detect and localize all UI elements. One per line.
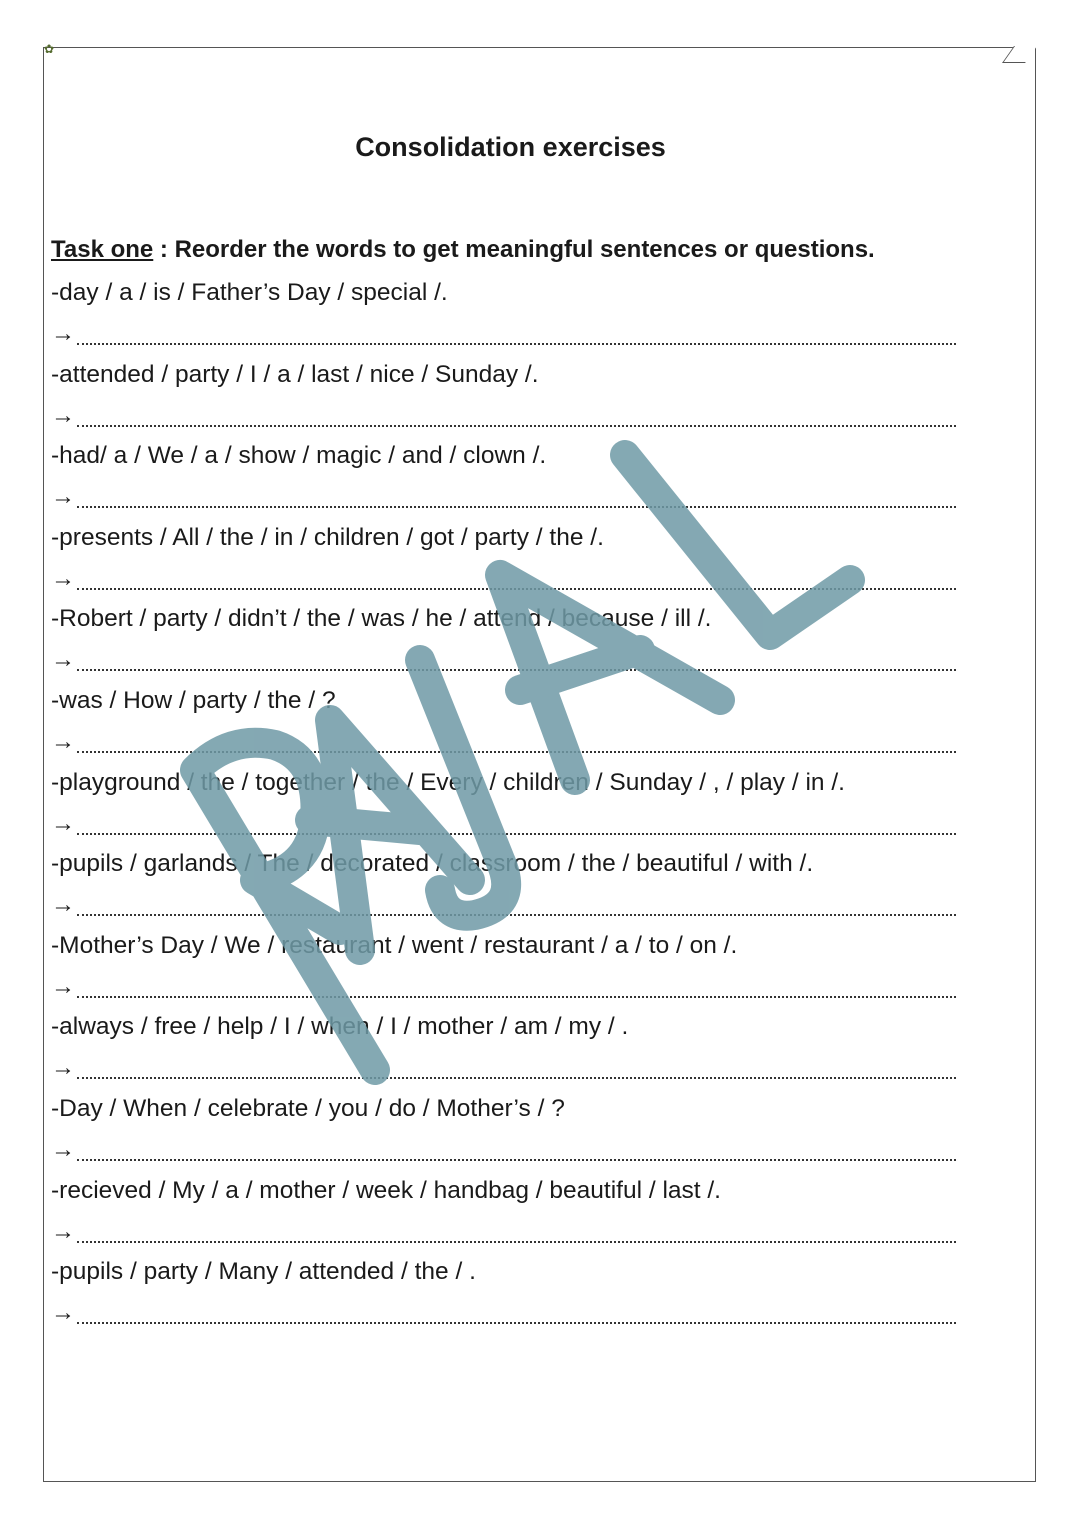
exercise-item [51,604,961,686]
dotted-answer-blank[interactable] [77,584,956,590]
dotted-answer-blank[interactable] [77,829,956,835]
answer-line[interactable] [51,726,956,756]
exercise-item [51,1012,961,1094]
task-heading [51,236,875,264]
exercise-prompt: -Robert / party / didn’t / the / was / he / attend / because / ill /. [51,605,712,633]
answer-line[interactable] [51,1134,956,1164]
arrow-right-icon: → [51,1299,75,1327]
exercise-prompt: -Day / When / celebrate / you / do / Mother’s / ? [51,1094,565,1122]
exercise-prompt: -pupils / party / Many / attended / the / . [51,1258,476,1286]
dotted-answer-blank[interactable] [77,665,956,671]
task-label: Task one [51,236,154,263]
dotted-answer-blank[interactable] [77,992,956,998]
answer-line[interactable] [51,318,956,348]
exercise-item [51,1257,961,1339]
task-separator: : [153,236,175,263]
exercise-item [51,278,961,360]
exercise-item [51,931,961,1013]
arrow-right-icon: → [51,972,75,1000]
answer-line[interactable] [51,889,956,919]
answer-line[interactable] [51,1052,956,1082]
dotted-answer-blank[interactable] [77,339,956,345]
dotted-answer-blank[interactable] [77,747,956,753]
page-corner-fold [1002,46,1037,63]
dotted-answer-blank[interactable] [77,910,956,916]
exercise-item [51,849,961,931]
dotted-answer-blank[interactable] [77,1073,956,1079]
answer-line[interactable] [51,1216,956,1246]
arrow-right-icon: → [51,401,75,429]
exercise-prompt: -presents / All / the / in / children / got / party / the /. [51,523,604,551]
answer-line[interactable] [51,808,956,838]
exercise-prompt: -was / How / party / the / ? [51,686,336,714]
task-instruction: Reorder the words to get meaningful sentences or questions. [174,236,875,263]
dotted-answer-blank[interactable] [77,1318,956,1324]
arrow-right-icon: → [51,320,75,347]
answer-line[interactable] [51,971,956,1001]
exercise-item [51,523,961,605]
exercise-prompt: -day / a / is / Father’s Day / special /. [51,279,448,306]
dotted-answer-blank[interactable] [77,502,956,508]
exercise-item [51,1094,961,1176]
dotted-answer-blank[interactable] [77,1155,956,1161]
exercise-prompt: -always / free / help / I / when / I / mother / am / my / . [51,1013,629,1041]
answer-line[interactable] [51,563,956,593]
arrow-right-icon: → [51,891,75,919]
dotted-answer-blank[interactable] [77,1237,956,1243]
arrow-right-icon: → [51,1135,75,1163]
exercise-item [51,1176,961,1258]
exercise-list [51,278,961,1339]
exercise-prompt: -had/ a / We / a / show / magic / and / clown /. [51,442,547,470]
answer-line[interactable] [51,1297,956,1327]
dotted-answer-blank[interactable] [77,421,956,427]
exercise-prompt: -recieved / My / a / mother / week / handbag / beautiful / last /. [51,1176,721,1204]
arrow-right-icon: → [51,646,75,674]
arrow-right-icon: → [51,1054,75,1082]
arrow-right-icon: → [51,727,75,755]
exercise-item [51,441,961,523]
arrow-right-icon: → [51,809,75,837]
page-title: Consolidation exercises [355,132,666,162]
exercise-item [51,686,961,768]
answer-line[interactable] [51,400,956,430]
exercise-item [51,360,961,442]
exercise-item [51,768,961,850]
exercise-prompt: -playground / the / together / the / Every / children / Sunday / , / play / in /. [51,768,845,796]
pin-icon: ✿ [44,42,55,56]
answer-line[interactable] [51,644,956,674]
arrow-right-icon: → [51,483,75,511]
exercise-prompt: -Mother’s Day / We / restaurant / went / restaurant / a / to / on /. [51,931,738,959]
exercise-prompt: -attended / party / I / a / last / nice / Sunday /. [51,360,539,388]
arrow-right-icon: → [51,564,75,592]
answer-line[interactable] [51,481,956,511]
arrow-right-icon: → [51,1217,75,1245]
exercise-prompt: -pupils / garlands / The / decorated / classroom / the / beautiful / with /. [51,850,814,878]
